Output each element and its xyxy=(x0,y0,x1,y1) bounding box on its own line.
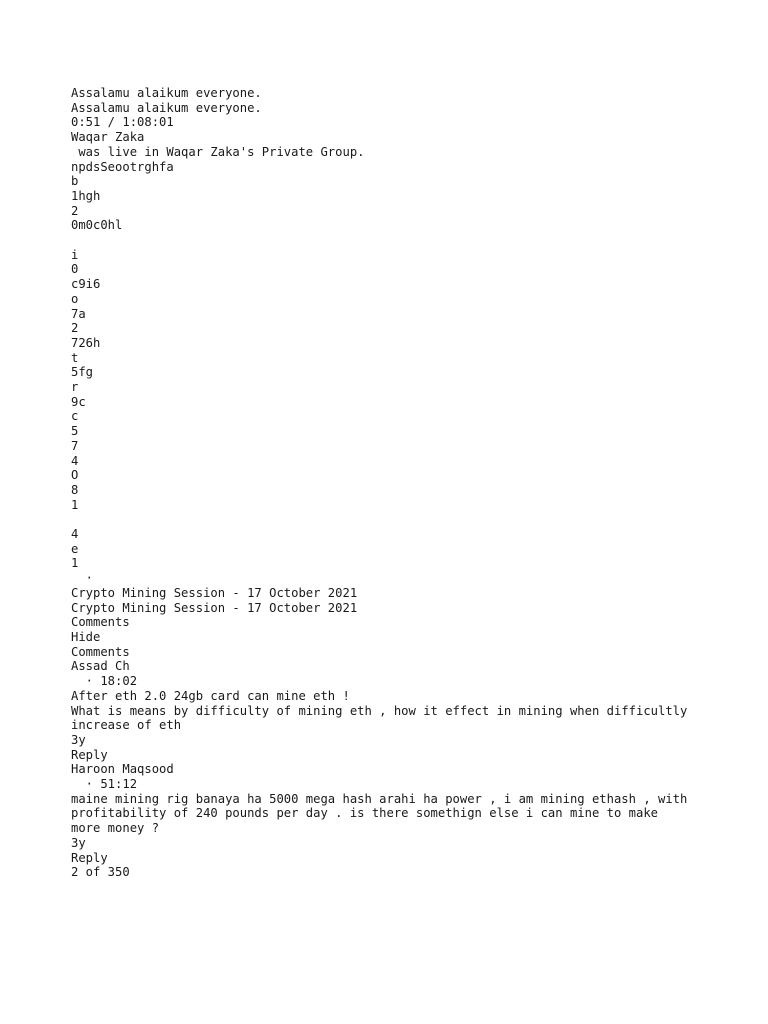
obfuscated-line: o xyxy=(71,291,79,306)
obfuscated-line: 2 xyxy=(71,203,79,218)
obfuscated-line: 7 xyxy=(71,438,79,453)
video-title: Crypto Mining Session - 17 October 2021 xyxy=(71,585,358,600)
obfuscated-line: 1 xyxy=(71,497,79,512)
post-author-link[interactable]: Waqar Zaka xyxy=(71,130,145,145)
comments-heading: Comments xyxy=(71,615,130,630)
obfuscated-line: e xyxy=(71,541,79,556)
separator-dot: · xyxy=(71,571,94,586)
comment-text: maine mining rig banaya ha 5000 mega hash arahi ha power , i am mining ethash , with profitability of 240 pounds per day . is there somethign else i can mine to make more money ? xyxy=(71,791,695,836)
obfuscated-block-a xyxy=(71,160,691,234)
obfuscated-line: 1hgh xyxy=(71,188,101,203)
obfuscated-line: r xyxy=(71,380,79,395)
greeting-text-repeat: Assalamu alaikum everyone. xyxy=(71,100,262,115)
greeting-text: Assalamu alaikum everyone. xyxy=(71,86,262,100)
obfuscated-line: 7a xyxy=(71,306,86,321)
obfuscated-line: 1 xyxy=(71,556,79,571)
comment-author-link[interactable]: Haroon Maqsood xyxy=(71,762,174,777)
obfuscated-line: t xyxy=(71,350,79,365)
obfuscated-line: 9c xyxy=(71,394,86,409)
spacer xyxy=(71,512,691,527)
obfuscated-line: c xyxy=(71,409,79,424)
comment-text: After eth 2.0 24gb card can mine eth ! xyxy=(71,688,350,703)
comment-text: What is means by difficulty of mining eth , how it effect in mining when difficultly increase of eth xyxy=(71,703,695,733)
obfuscated-line: 0m0c0hl xyxy=(71,218,123,233)
comment-video-timestamp[interactable]: · 51:12 xyxy=(71,777,138,792)
obfuscated-line: 726h xyxy=(71,335,101,350)
live-status-text: was live in Waqar Zaka's Private Group. xyxy=(71,144,365,159)
comment-age: 3y xyxy=(71,835,86,850)
obfuscated-line: 4 xyxy=(71,453,79,468)
comment-age: 3y xyxy=(71,732,86,747)
comments-pagination: 2 of 350 xyxy=(71,865,130,880)
obfuscated-block-b xyxy=(71,248,691,513)
obfuscated-line: c9i6 xyxy=(71,277,101,292)
document-page xyxy=(71,86,695,880)
obfuscated-line: 0 xyxy=(71,262,79,277)
obfuscated-line: 2 xyxy=(71,321,79,336)
spacer xyxy=(71,233,691,248)
comment-item xyxy=(71,762,695,865)
obfuscated-line: b xyxy=(71,174,79,189)
obfuscated-line: 8 xyxy=(71,482,79,497)
obfuscated-line: O xyxy=(71,468,79,483)
video-title-repeat: Crypto Mining Session - 17 October 2021 xyxy=(71,600,358,615)
obfuscated-line: 5 xyxy=(71,424,79,439)
obfuscated-line: i xyxy=(71,247,79,262)
comment-author-link[interactable]: Assad Ch xyxy=(71,659,130,674)
comments-heading-repeat: Comments xyxy=(71,644,130,659)
obfuscated-line: 4 xyxy=(71,527,79,542)
reply-button[interactable]: Reply xyxy=(71,850,108,865)
obfuscated-line: 5fg xyxy=(71,365,94,380)
obfuscated-block-c xyxy=(71,527,691,571)
hide-comments-button[interactable]: Hide xyxy=(71,629,101,644)
video-timestamp[interactable]: 0:51 / 1:08:01 xyxy=(71,115,174,130)
comment-item xyxy=(71,659,695,762)
reply-button[interactable]: Reply xyxy=(71,747,108,762)
comment-video-timestamp[interactable]: · 18:02 xyxy=(71,674,138,689)
obfuscated-line: npdsSeootrghfa xyxy=(71,159,174,174)
